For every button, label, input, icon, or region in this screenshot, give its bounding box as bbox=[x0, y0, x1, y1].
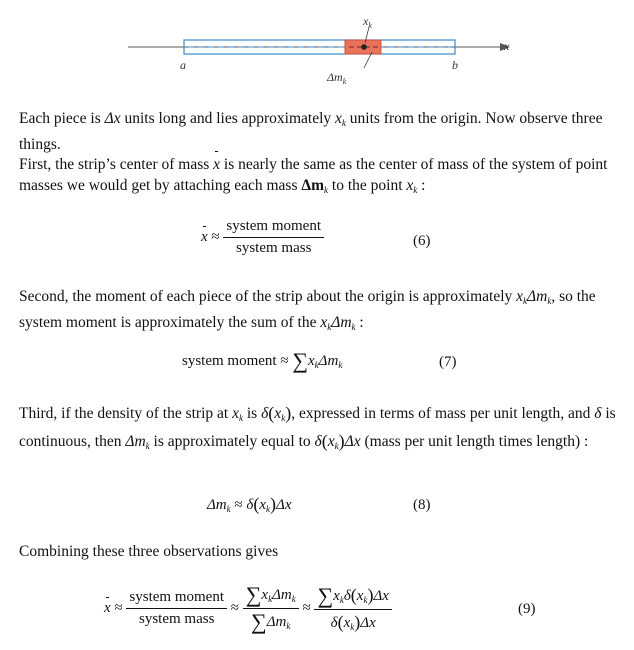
sigma-symbol: ∑ bbox=[292, 348, 308, 373]
strip-diagram bbox=[0, 0, 634, 95]
dmk-label: $\Delta m_k$ bbox=[327, 70, 347, 86]
equation-6-number: (6) bbox=[413, 233, 431, 249]
equation-8-number: (8) bbox=[413, 497, 431, 513]
equation-9: x ≈ $\frac{\text{system moment}}{\text{system mass}}$ ≈ $\frac{\sum x_k\Delta m_k}{\sum\Delta m_k}$ ≈ $\frac{\sum x_k\delta(x_k)\Delta x}{\delta(x_k)\Delta x}$ bbox=[104, 584, 392, 633]
equation-9-number: (9) bbox=[518, 601, 536, 617]
equation-8: $\Delta m_k \approx \delta(x_k)\Delta x$ bbox=[207, 494, 292, 514]
xk-label: $x_k$ bbox=[363, 14, 372, 30]
paragraph-3: Second, the moment of each piece of the strip about the origin is approximately $x_k\Delta m_k$, so the system moment is approximately the sum of the $x_k\Delta m_k$ : bbox=[19, 288, 596, 332]
paragraph-2: First, the strip’s center of mass x is nearly the same as the center of mass of the system of point masses we would get by attaching each mass $\Delta m_k$ to the point $x_k$ : bbox=[19, 156, 608, 195]
a-label: a bbox=[180, 58, 186, 72]
paragraph-1: Each piece is Δx units long and lies approximately $x_k$ units from the origin. Now observe three things. bbox=[19, 110, 603, 153]
delta-x-symbol: Δx bbox=[104, 110, 121, 127]
equation-9-fraction-1: $\frac{\text{system moment}}{\text{system mass}}$ bbox=[126, 589, 227, 628]
strip-figure bbox=[0, 0, 634, 95]
paragraph-4: Third, if the density of the strip at $x_k$ is $\delta(x_k)$, expressed in terms of mass per unit length, and δ is continuous, then $\Delta m_k$ is approximately equal to $\delta(x_k)\Delta x$ (mass per unit length times length) : bbox=[19, 403, 616, 451]
paragraph-5: Combining these three observations gives bbox=[19, 543, 279, 560]
equation-9-fraction-3: $\frac{\sum x_k\delta(x_k)\Delta x}{\delta(x_k)\Delta x}$ bbox=[314, 585, 391, 633]
equation-7: system moment ≈ $\sum x_k\Delta m_k$ bbox=[182, 348, 343, 373]
equation-7-number: (7) bbox=[439, 354, 457, 370]
b-label: b bbox=[452, 58, 458, 72]
x-bar-symbol: x bbox=[213, 156, 221, 173]
x-axis-label: x bbox=[504, 39, 510, 53]
equation-6-fraction: $\frac{\text{system moment}}{\text{system mass}}$ bbox=[223, 218, 324, 257]
equation-6: x ≈ $\frac{\text{system moment}}{\text{system mass}}$ bbox=[201, 218, 324, 257]
equation-9-fraction-2: $\frac{\sum x_k\Delta m_k}{\sum\Delta m_k}$ bbox=[243, 584, 299, 633]
piece-center-dot bbox=[361, 44, 367, 50]
